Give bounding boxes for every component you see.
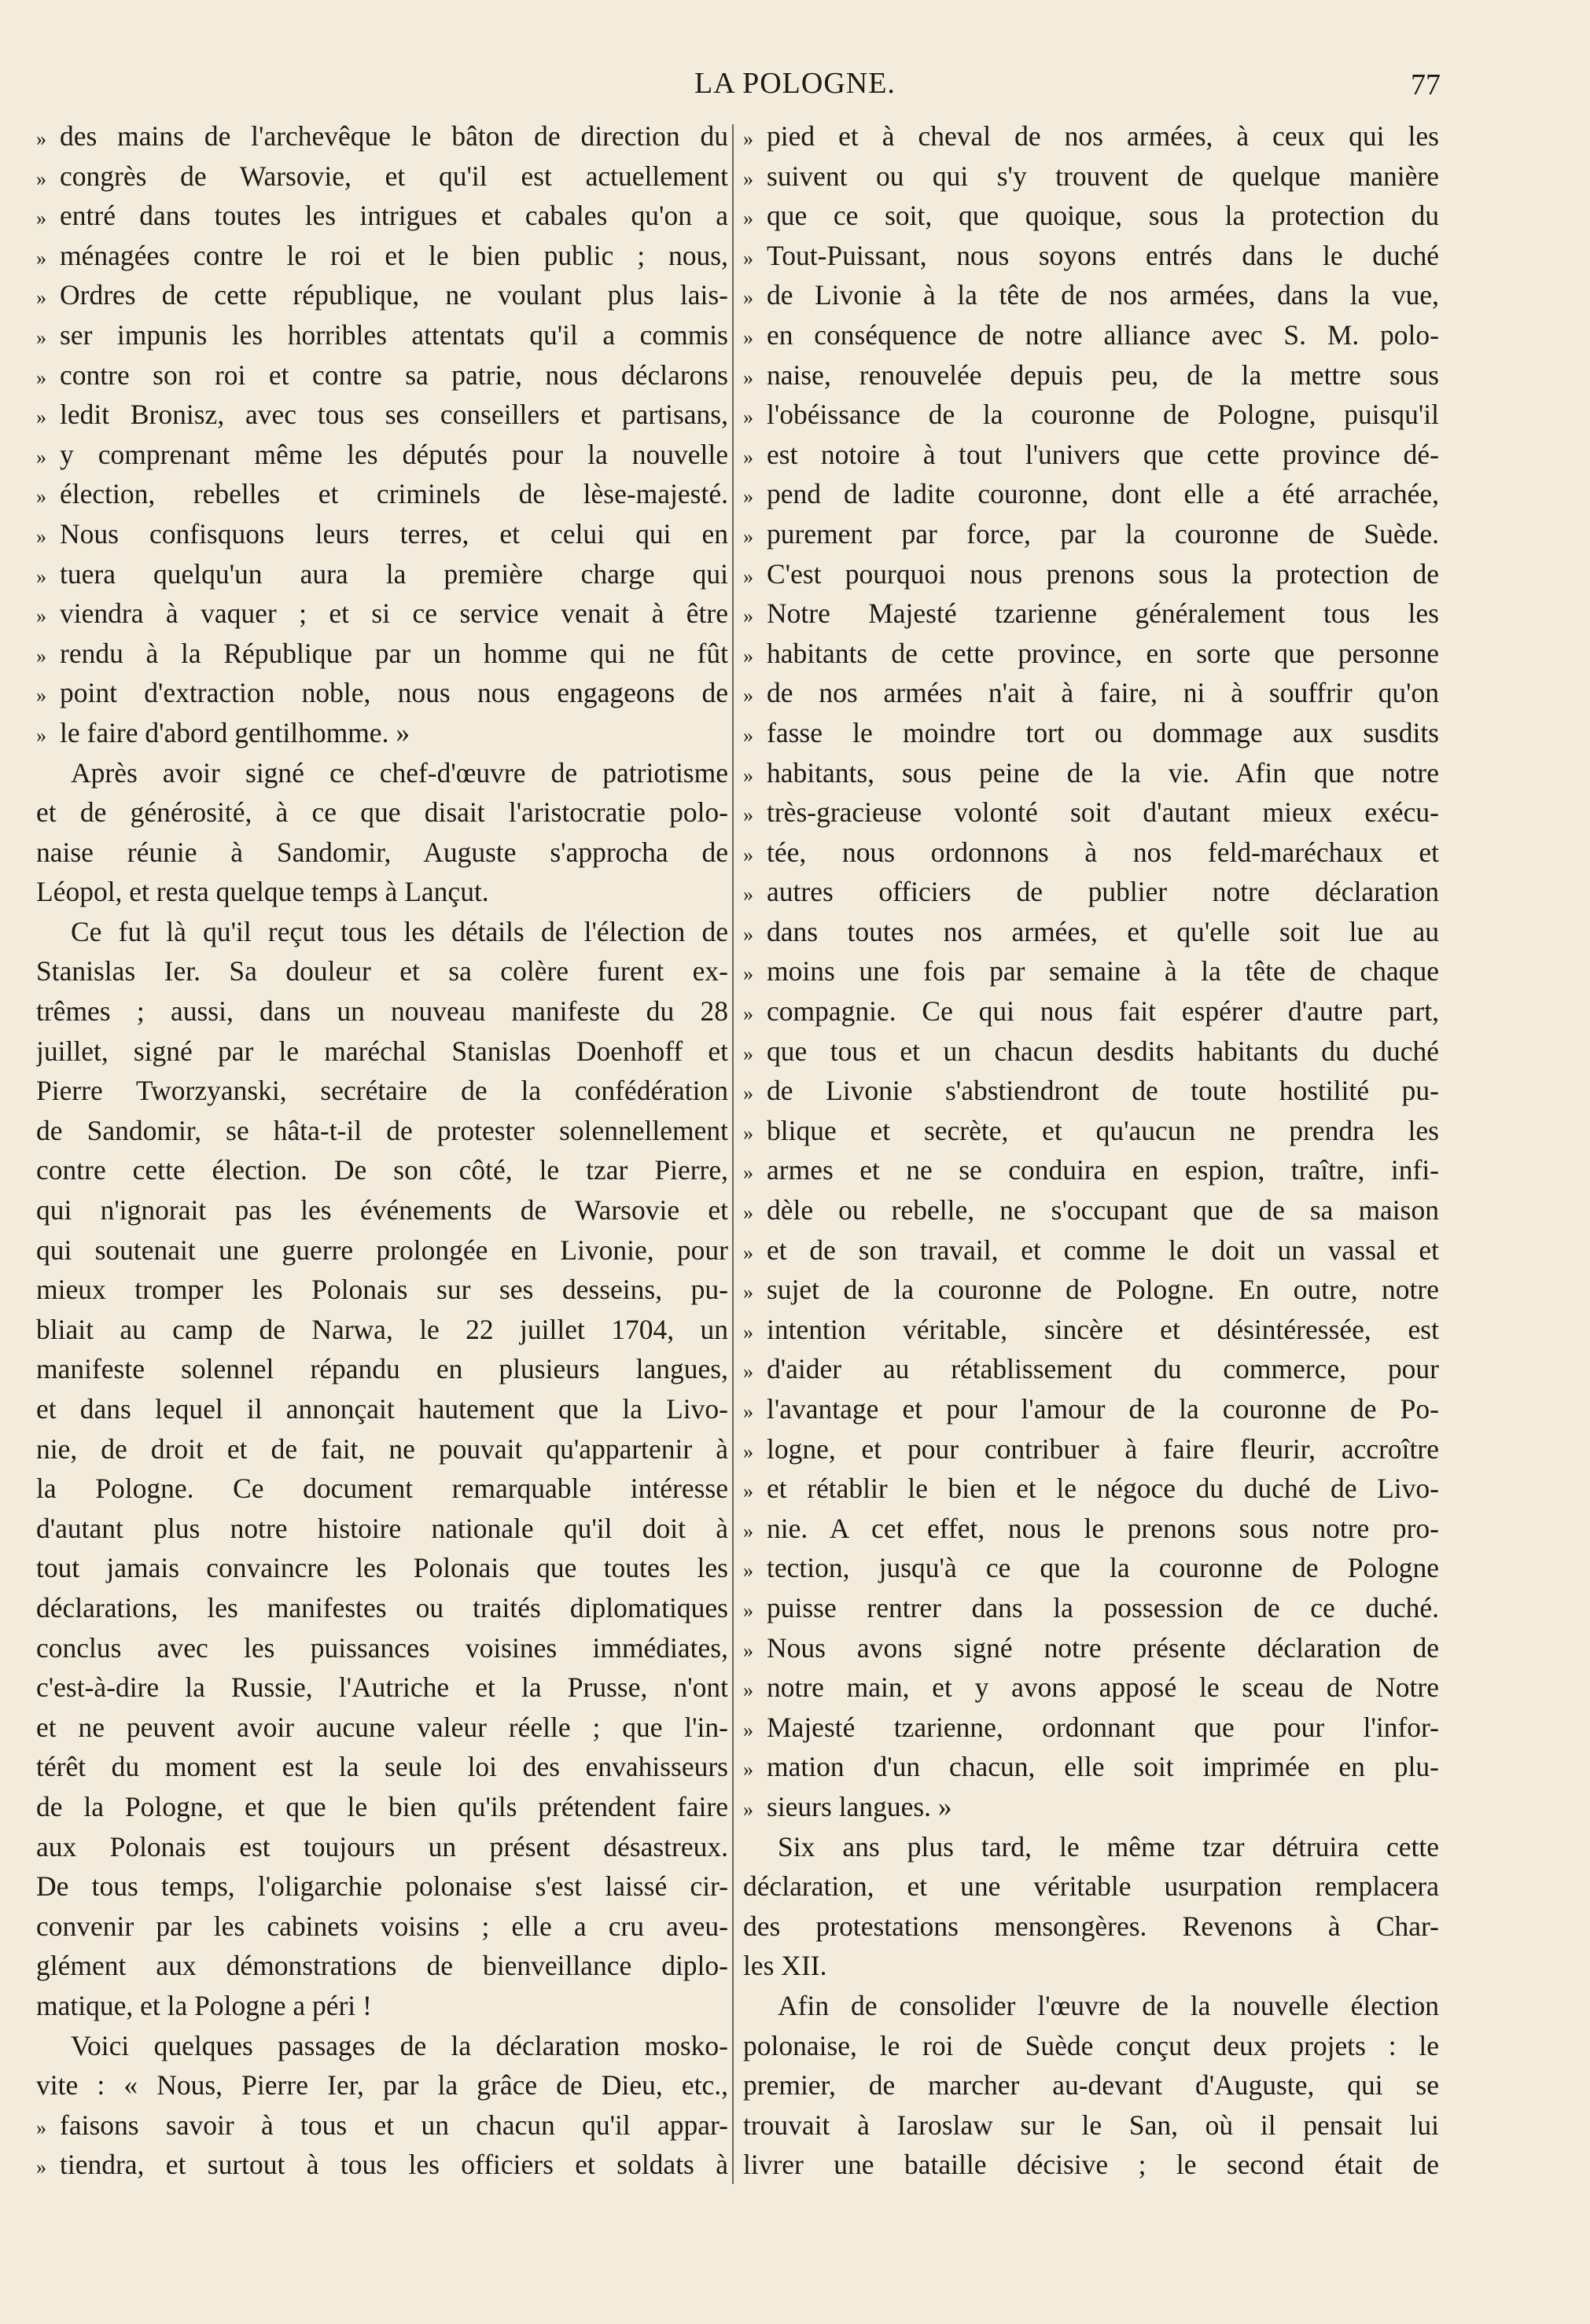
- quote-marker: »: [36, 2156, 46, 2179]
- text-line: [36, 1270, 728, 1310]
- quote-marker: »: [743, 524, 753, 548]
- line-text: sujet de la couronne de Pologne. En outre, notre: [767, 1274, 1439, 1306]
- quote-marker: »: [743, 406, 753, 429]
- text-line: [36, 2065, 728, 2105]
- line-text: déclarations, les manifestes ou traités diplomatiques: [36, 1591, 728, 1623]
- line-text: logne, et pour contribuer à faire fleurir, accroître: [767, 1432, 1439, 1465]
- quote-marker: »: [743, 922, 753, 946]
- quote-marker: »: [743, 286, 753, 310]
- text-line: [36, 912, 728, 952]
- line-text: élection, rebelles et criminels de lèse-majesté.: [60, 478, 728, 510]
- text-line: [743, 1509, 1439, 1549]
- running-head: [0, 66, 1590, 110]
- quote-marker: »: [36, 485, 46, 509]
- quote-marker: »: [743, 167, 753, 190]
- text-line: [743, 2145, 1439, 2185]
- quote-marker: »: [743, 1440, 753, 1463]
- quote-marker: »: [36, 127, 46, 150]
- line-text: aux Polonais est toujours un présent désastreux.: [36, 1830, 728, 1863]
- line-text: suivent ou qui s'y trouvent de quelque manière: [767, 160, 1439, 192]
- line-text: bliait au camp de Narwa, le 22 juillet 1704, un: [36, 1313, 728, 1345]
- text-line: [36, 355, 728, 395]
- line-text: conclus avec les puissances voisines immédiates,: [36, 1631, 728, 1664]
- text-line: [743, 1389, 1439, 1429]
- line-text: et ne peuvent avoir aucune valeur réelle ; que l'in-: [36, 1711, 728, 1743]
- text-line: [743, 2026, 1439, 2066]
- line-text: d'aider au rétablissement du commerce, pour: [767, 1353, 1439, 1385]
- text-line: [36, 1548, 728, 1588]
- line-text: tée, nous ordonnons à nos feld-maréchaux et: [767, 836, 1439, 868]
- text-line: [36, 275, 728, 315]
- line-text: blique et secrète, et qu'aucun ne prendra les: [767, 1114, 1439, 1146]
- text-line: [743, 1747, 1439, 1787]
- quote-marker: »: [743, 1241, 753, 1264]
- quote-marker: »: [743, 883, 753, 906]
- line-text: en conséquence de notre alliance avec S. M. polo-: [767, 318, 1439, 351]
- line-text: l'avantage et pour l'amour de la couronne de Po-: [767, 1393, 1439, 1425]
- line-text: mation d'un chacun, elle soit imprimée en plu-: [767, 1751, 1439, 1783]
- quote-marker: »: [36, 286, 46, 310]
- quote-marker: »: [36, 207, 46, 230]
- text-line: [36, 1230, 728, 1270]
- quote-marker: »: [36, 684, 46, 708]
- quote-marker: »: [36, 167, 46, 190]
- line-text: Léopol, et resta quelque temps à Lançut.: [36, 876, 489, 908]
- line-text: faisons savoir à tous et un chacun qu'il appar-: [60, 2109, 728, 2141]
- text-line: [36, 1866, 728, 1907]
- line-text: déclaration, et une véritable usurpation remplacera: [743, 1870, 1439, 1903]
- quote-marker: »: [743, 803, 753, 827]
- line-text: des protestations mensongères. Revenons à Char-: [743, 1910, 1439, 1942]
- line-text: De tous temps, l'oligarchie polonaise s'est laissé cir-: [36, 1870, 728, 1903]
- line-text: de Sandomir, se hâta-t-il de protester solennellement: [36, 1114, 728, 1146]
- text-line: [36, 753, 728, 793]
- text-line: [36, 2026, 728, 2066]
- text-line: [36, 1986, 728, 2026]
- text-line: [743, 196, 1439, 236]
- line-text: et dans lequel il annonçait hautement que la Livo-: [36, 1393, 728, 1425]
- quote-marker: »: [743, 1598, 753, 1622]
- text-line: [36, 951, 728, 991]
- text-line: [743, 156, 1439, 197]
- line-text: tuera quelqu'un aura la première charge qui: [60, 557, 728, 590]
- line-text: Pierre Tworzyanski, secrétaire de la confédération: [36, 1075, 728, 1107]
- text-line: [36, 514, 728, 554]
- line-text: sieurs langues. »: [767, 1790, 952, 1822]
- text-line: [36, 991, 728, 1031]
- quote-marker: »: [743, 1201, 753, 1225]
- left-column: [36, 116, 728, 2185]
- line-text: Six ans plus tard, le même tzar détruira cette: [778, 1830, 1439, 1863]
- text-line: [743, 872, 1439, 912]
- quote-marker: »: [743, 1002, 753, 1026]
- text-line: [743, 673, 1439, 713]
- text-line: [36, 1111, 728, 1151]
- line-text: naise réunie à Sandomir, Auguste s'approcha de: [36, 836, 728, 868]
- line-text: congrès de Warsovie, et qu'il est actuellement: [60, 160, 728, 192]
- text-line: [743, 1270, 1439, 1310]
- text-line: [743, 514, 1439, 554]
- line-text: Stanislas Ier. Sa douleur et sa colère furent ex-: [36, 955, 728, 987]
- text-line: [743, 1310, 1439, 1350]
- line-text: livrer une bataille décisive ; le second était de: [743, 2149, 1439, 2181]
- quote-marker: »: [743, 564, 753, 588]
- text-line: [36, 1031, 728, 1072]
- text-line: [36, 1469, 728, 1509]
- quote-marker: »: [36, 246, 46, 270]
- quote-marker: »: [743, 763, 753, 787]
- line-text: naise, renouvelée depuis peu, de la mettre sous: [767, 359, 1439, 391]
- text-line: [743, 1349, 1439, 1389]
- quote-marker: »: [743, 1480, 753, 1503]
- quote-marker: »: [743, 1161, 753, 1185]
- line-text: nie, de droit et de fait, ne pouvait qu'appartenir à: [36, 1432, 728, 1465]
- quote-marker: »: [743, 1400, 753, 1423]
- right-column: [743, 116, 1439, 2185]
- text-line: [743, 1230, 1439, 1270]
- line-text: autres officiers de publier notre déclaration: [767, 876, 1439, 908]
- line-text: vite : « Nous, Pierre Ier, par la grâce de Dieu, etc.,: [36, 2069, 728, 2102]
- quote-marker: »: [743, 1320, 753, 1344]
- line-text: habitants de cette province, en sorte que personne: [767, 637, 1439, 669]
- text-line: [743, 1548, 1439, 1588]
- line-text: Notre Majesté tzarienne généralement tous les: [767, 598, 1439, 630]
- line-text: d'autant plus notre histoire nationale qu'il doit à: [36, 1512, 728, 1544]
- line-text: dans toutes nos armées, et qu'elle soit lue au: [767, 915, 1439, 947]
- column-divider: [732, 124, 734, 2184]
- running-title: LA POLOGNE.: [694, 67, 896, 100]
- line-text: tiendra, et surtout à tous les officiers et soldats à: [60, 2149, 728, 2181]
- text-line: [743, 395, 1439, 435]
- quote-marker: »: [743, 1360, 753, 1384]
- quote-marker: »: [36, 406, 46, 429]
- line-text: qui soutenait une guerre prolongée en Livonie, pour: [36, 1234, 728, 1266]
- line-text: mieux tromper les Polonais sur ses desseins, pu-: [36, 1274, 728, 1306]
- line-text: Après avoir signé ce chef-d'œuvre de patriotisme: [71, 756, 728, 789]
- text-line: [743, 951, 1439, 991]
- text-line: [743, 554, 1439, 594]
- text-line: [36, 236, 728, 276]
- line-text: armes et ne se conduira en espion, traître, infi-: [767, 1154, 1439, 1186]
- quote-marker: »: [743, 605, 753, 628]
- text-line: [743, 1946, 1439, 1986]
- line-text: tection, jusqu'à ce que la couronne de Pologne: [767, 1552, 1439, 1584]
- quote-marker: »: [743, 723, 753, 747]
- line-text: notre main, et y avons apposé le sceau de Notre: [767, 1671, 1439, 1704]
- quote-marker: »: [743, 1638, 753, 1662]
- text-line: [743, 1708, 1439, 1748]
- quote-marker: »: [743, 1797, 753, 1821]
- line-text: polonaise, le roi de Suède conçut deux projets : le: [743, 2029, 1439, 2061]
- line-text: Ordres de cette république, ne voulant plus lais-: [60, 279, 728, 311]
- text-line: [743, 1111, 1439, 1151]
- text-line: [36, 1071, 728, 1111]
- line-text: compagnie. Ce qui nous fait espérer d'autre part,: [767, 995, 1439, 1028]
- text-line: [743, 116, 1439, 156]
- line-text: pied et à cheval de nos armées, à ceux qui les: [767, 120, 1439, 152]
- line-text: trouvait à Iaroslaw sur le San, où il pensait lui: [743, 2109, 1439, 2141]
- text-line: [743, 275, 1439, 315]
- line-text: Tout-Puissant, nous soyons entrés dans le duché: [767, 239, 1439, 271]
- text-line: [743, 236, 1439, 276]
- text-line: [36, 833, 728, 873]
- text-line: [36, 872, 728, 912]
- line-text: tout jamais convaincre les Polonais que toutes les: [36, 1552, 728, 1584]
- text-line: [36, 395, 728, 435]
- text-line: [36, 792, 728, 833]
- line-text: c'est-à-dire la Russie, l'Autriche et la Prusse, n'ont: [36, 1671, 728, 1704]
- quote-marker: »: [743, 1082, 753, 1105]
- text-line: [36, 474, 728, 514]
- line-text: ménagées contre le roi et le bien public ; nous,: [60, 239, 728, 271]
- line-text: premier, de marcher au-devant d'Auguste, qui se: [743, 2069, 1439, 2102]
- quote-marker: »: [743, 485, 753, 509]
- quote-marker: »: [36, 524, 46, 548]
- quote-marker: »: [743, 366, 753, 389]
- quote-marker: »: [743, 1758, 753, 1782]
- line-text: juillet, signé par le maréchal Stanislas Doenhoff et: [36, 1035, 728, 1067]
- text-line: [36, 1946, 728, 1986]
- quote-marker: »: [36, 723, 46, 747]
- line-text: et de générosité, à ce que disait l'aristocratie polo-: [36, 796, 728, 829]
- text-line: [743, 1907, 1439, 1947]
- text-line: [36, 1389, 728, 1429]
- text-line: [743, 1588, 1439, 1628]
- text-line: [36, 594, 728, 634]
- quote-marker: »: [743, 207, 753, 230]
- line-text: rendu à la République par un homme qui ne fût: [60, 637, 728, 669]
- line-text: Nous avons signé notre présente déclaration de: [767, 1631, 1439, 1664]
- quote-marker: »: [36, 366, 46, 389]
- page-number: 77: [1411, 68, 1441, 101]
- text-line: [36, 435, 728, 475]
- text-line: [743, 912, 1439, 952]
- text-line: [36, 116, 728, 156]
- text-line: [36, 554, 728, 594]
- line-text: térêt du moment est la seule loi des envahisseurs: [36, 1751, 728, 1783]
- text-line: [743, 1071, 1439, 1111]
- quote-marker: »: [36, 2116, 46, 2139]
- line-text: convenir par les cabinets voisins ; elle a cru aveu-: [36, 1910, 728, 1942]
- line-text: la Pologne. Ce document remarquable intéresse: [36, 1473, 728, 1505]
- line-text: contre son roi et contre sa patrie, nous déclarons: [60, 359, 728, 391]
- text-line: [743, 315, 1439, 355]
- text-line: [743, 1628, 1439, 1668]
- quote-marker: »: [743, 445, 753, 469]
- line-text: ser impunis les horribles attentats qu'il a commis: [60, 318, 728, 351]
- quote-marker: »: [743, 1679, 753, 1702]
- text-line: [36, 1628, 728, 1668]
- text-line: [36, 1747, 728, 1787]
- text-line: [36, 1190, 728, 1230]
- quote-marker: »: [36, 325, 46, 349]
- text-line: [36, 1668, 728, 1708]
- line-text: trêmes ; aussi, dans un nouveau manifeste du 28: [36, 995, 728, 1028]
- text-line: [36, 156, 728, 197]
- text-line: [743, 1986, 1439, 2026]
- line-text: contre cette élection. De son côté, le tzar Pierre,: [36, 1154, 728, 1186]
- text-line: [36, 2105, 728, 2146]
- quote-marker: »: [743, 127, 753, 150]
- line-text: viendra à vaquer ; et si ce service venait à être: [60, 598, 728, 630]
- text-line: [743, 1469, 1439, 1509]
- quote-marker: »: [743, 843, 753, 866]
- line-text: C'est pourquoi nous prenons sous la protection de: [767, 557, 1439, 590]
- line-text: Voici quelques passages de la déclaration mosko-: [71, 2029, 728, 2061]
- text-line: [743, 1866, 1439, 1907]
- line-text: et de son travail, et comme le doit un vassal et: [767, 1234, 1439, 1266]
- line-text: est notoire à tout l'univers que cette province dé-: [767, 438, 1439, 470]
- quote-marker: »: [743, 1559, 753, 1583]
- quote-marker: »: [743, 1121, 753, 1145]
- text-line: [743, 2105, 1439, 2146]
- line-text: manifeste solennel répandu en plusieurs langues,: [36, 1353, 728, 1385]
- text-line: [743, 474, 1439, 514]
- text-line: [743, 435, 1439, 475]
- text-line: [36, 1787, 728, 1827]
- line-text: Nous confisquons leurs terres, et celui qui en: [60, 517, 728, 550]
- text-line: [36, 1310, 728, 1350]
- quote-marker: »: [743, 962, 753, 986]
- line-text: et rétablir le bien et le négoce du duché de Livo-: [767, 1473, 1439, 1505]
- line-text: dèle ou rebelle, ne s'occupant que de sa maison: [767, 1194, 1439, 1226]
- text-line: [36, 196, 728, 236]
- text-line: [36, 2145, 728, 2185]
- line-text: de Livonie à la tête de nos armées, dans la vue,: [767, 279, 1439, 311]
- text-line: [36, 1827, 728, 1867]
- line-text: très-gracieuse volonté soit d'autant mieux exécu-: [767, 796, 1439, 829]
- text-line: [36, 634, 728, 674]
- text-line: [743, 1031, 1439, 1072]
- quote-marker: »: [743, 325, 753, 349]
- line-text: de la Pologne, et que le bien qu'ils prétendent faire: [36, 1790, 728, 1822]
- text-line: [743, 1190, 1439, 1230]
- line-text: que tous et un chacun desdits habitants du duché: [767, 1035, 1439, 1067]
- text-line: [743, 634, 1439, 674]
- line-text: qui n'ignorait pas les événements de Warsovie et: [36, 1194, 728, 1226]
- text-line: [36, 1509, 728, 1549]
- text-line: [36, 1429, 728, 1469]
- quote-marker: »: [743, 1519, 753, 1543]
- line-text: nie. A cet effet, nous le prenons sous notre pro-: [767, 1512, 1439, 1544]
- quote-marker: »: [743, 684, 753, 708]
- text-line: [743, 1429, 1439, 1469]
- text-line: [743, 991, 1439, 1031]
- text-line: [743, 713, 1439, 753]
- line-text: moins une fois par semaine à la tête de chaque: [767, 955, 1439, 987]
- line-text: ledit Bronisz, avec tous ses conseillers et partisans,: [60, 399, 728, 431]
- quote-marker: »: [36, 644, 46, 667]
- text-line: [36, 673, 728, 713]
- line-text: y comprenant même les députés pour la nouvelle: [60, 438, 728, 470]
- line-text: Ce fut là qu'il reçut tous les détails de l'élection de: [71, 915, 728, 947]
- line-text: point d'extraction noble, nous nous engageons de: [60, 677, 728, 709]
- text-line: [743, 2065, 1439, 2105]
- quote-marker: »: [36, 445, 46, 469]
- text-line: [743, 1668, 1439, 1708]
- line-text: intention véritable, sincère et désintéressée, est: [767, 1313, 1439, 1345]
- text-line: [36, 315, 728, 355]
- line-text: entré dans toutes les intrigues et cabales qu'on a: [60, 200, 728, 232]
- line-text: puisse rentrer dans la possession de ce duché.: [767, 1591, 1439, 1623]
- text-line: [36, 1708, 728, 1748]
- text-line: [36, 713, 728, 753]
- text-line: [743, 1827, 1439, 1867]
- line-text: Afin de consolider l'œuvre de la nouvelle élection: [778, 1989, 1439, 2021]
- text-line: [743, 355, 1439, 395]
- line-text: l'obéissance de la couronne de Pologne, puisqu'il: [767, 399, 1439, 431]
- line-text: matique, et la Pologne a péri !: [36, 1989, 372, 2021]
- text-line: [36, 1150, 728, 1190]
- quote-marker: »: [36, 564, 46, 588]
- text-line: [743, 1150, 1439, 1190]
- text-line: [36, 1349, 728, 1389]
- text-line: [743, 594, 1439, 634]
- quote-marker: »: [743, 1718, 753, 1741]
- text-line: [743, 833, 1439, 873]
- line-text: glément aux démonstrations de bienveillance diplo-: [36, 1950, 728, 1982]
- quote-marker: »: [743, 1042, 753, 1065]
- line-text: que ce soit, que quoique, sous la protection du: [767, 200, 1439, 232]
- text-line: [743, 792, 1439, 833]
- text-line: [36, 1907, 728, 1947]
- line-text: les XII.: [743, 1950, 827, 1982]
- line-text: des mains de l'archevêque le bâton de direction du: [60, 120, 728, 152]
- quote-marker: »: [743, 1281, 753, 1304]
- quote-marker: »: [36, 605, 46, 628]
- line-text: Majesté tzarienne, ordonnant que pour l'infor-: [767, 1711, 1439, 1743]
- text-line: [743, 1787, 1439, 1827]
- line-text: purement par force, par la couronne de Suède.: [767, 517, 1439, 550]
- line-text: de nos armées n'ait à faire, ni à souffrir qu'on: [767, 677, 1439, 709]
- line-text: de Livonie s'abstiendront de toute hostilité pu-: [767, 1075, 1439, 1107]
- text-line: [743, 753, 1439, 793]
- quote-marker: »: [743, 644, 753, 667]
- line-text: fasse le moindre tort ou dommage aux susdits: [767, 716, 1439, 748]
- text-line: [36, 1588, 728, 1628]
- quote-marker: »: [743, 246, 753, 270]
- line-text: habitants, sous peine de la vie. Afin que notre: [767, 756, 1439, 789]
- line-text: pend de ladite couronne, dont elle a été arrachée,: [767, 478, 1439, 510]
- line-text: le faire d'abord gentilhomme. »: [60, 716, 410, 748]
